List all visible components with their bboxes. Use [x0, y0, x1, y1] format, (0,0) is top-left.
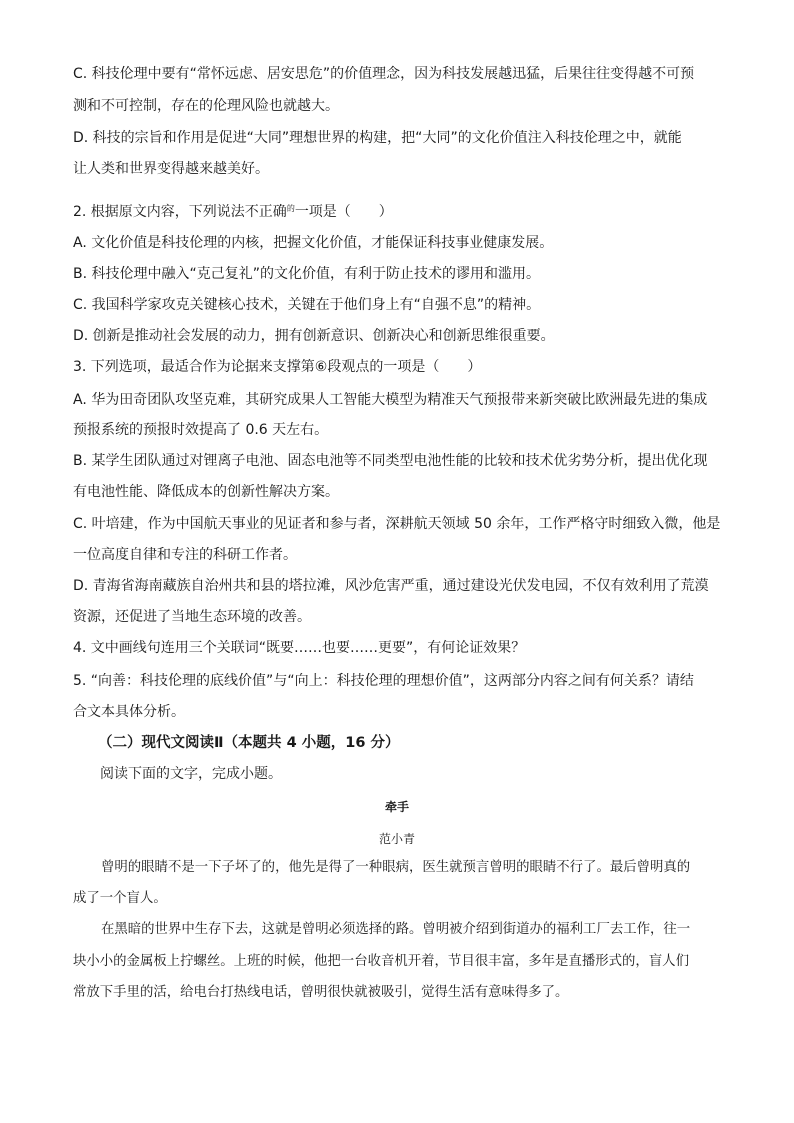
q3-option-b-line2: 有电池性能、降低成本的创新性解决方案。 [73, 484, 339, 500]
q2-stem-start: 2. 根据原文内容，下列说法不正确 [73, 204, 287, 220]
q2-option-a: A. 文化价值是科技伦理的内核，把握文化价值，才能保证科技事业健康发展。 [73, 235, 554, 251]
q3-option-d-line1: D. 青海省海南藏族自治州共和县的塔拉滩，风沙危害严重，通过建设光伏发电园，不仅有效利用了荒漠 [73, 578, 709, 594]
q3-option-a-line2: 预报系统的预报时效提高了 0.6 天左右。 [73, 422, 329, 438]
story-p2-line2: 块小小的金属板上拧螺丝。上班的时候，他把一台收音机开着，节目很丰富，多年是直播形式的，盲人们 [73, 954, 689, 969]
q2-stem-end: 一项是（ ） [294, 204, 393, 220]
story-p1-line1: 曾明的眼睛不是一下子坏了的，他先是得了一种眼病，医生就预言曾明的眼睛不行了。最后曾明真的 [101, 860, 691, 875]
q5-line1: 5. “向善：科技伦理的底线价值”与“向上：科技伦理的理想价值”，这两部分内容之间有何关系？请结 [73, 673, 694, 689]
q3-option-b-line1: B. 某学生团队通过对锂离子电池、固态电池等不同类型电池性能的比较和技术优劣势分析，提出优化现 [73, 453, 708, 469]
q3-option-a-line1: A. 华为田奇团队攻坚克难，其研究成果人工智能大模型为精准天气预报带来新突破比欧洲最先进的集成 [73, 392, 708, 408]
section-instruction: 阅读下面的文字，完成小题。 [100, 766, 282, 782]
q3-stem: 3. 下列选项，最适合作为论据来支撑第⑥段观点的一项是（ ） [73, 359, 482, 375]
q5-line2: 合文本具体分析。 [73, 704, 185, 720]
q2-stem [73, 199, 393, 222]
story-p2-line1: 在黑暗的世界中生存下去，这就是曾明必须选择的路。曾明被介绍到街道办的福利工厂去工作，往一 [101, 922, 691, 937]
section-heading: （二）现代文阅读Ⅱ（本题共 4 小题，16 分） [98, 735, 400, 751]
q3-option-c-line2: 一位高度自律和专注的科研工作者。 [73, 547, 297, 563]
q1-option-c-line2: 测和不可控制，存在的伦理风险也就越大。 [73, 98, 339, 114]
story-p2-line3: 常放下手里的活，给电台打热线电话，曾明很快就被吸引，觉得生活有意味得多了。 [73, 985, 569, 1000]
q2-option-d: D. 创新是推动社会发展的动力，拥有创新意识、创新决心和创新思维很重要。 [73, 328, 555, 344]
q3-option-d-line2: 资源，还促进了当地生态环境的改善。 [73, 609, 311, 625]
story-author: 范小青 [378, 832, 415, 846]
q2-stem-superscript: 的 [286, 204, 295, 213]
story-title: 牵手 [384, 800, 409, 814]
story-p1-line2: 成了一个盲人。 [73, 891, 167, 906]
q4-text: 4. 文中画线句连用三个关联词“既要……也要……更要”，有何论证效果？ [73, 640, 526, 656]
q3-option-c-line1: C. 叶培建，作为中国航天事业的见证者和参与者，深耕航天领域 50 余年，工作严格守时细致入微，他是 [73, 516, 721, 532]
q2-option-c: C. 我国科学家攻克关键核心技术，关键在于他们身上有“自强不息”的精神。 [73, 297, 541, 313]
q1-option-c-line1: C. 科技伦理中要有“常怀远虑、居安思危”的价值理念，因为科技发展越迅猛，后果往往变得越不可预 [73, 66, 695, 82]
q1-option-d-line1: D. 科技的宗旨和作用是促进“大同”理想世界的构建，把“大同”的文化价值注入科技伦理之中，就能 [73, 130, 682, 146]
q2-option-b: B. 科技伦理中融入“克己复礼”的文化价值，有利于防止技术的谬用和滥用。 [73, 266, 541, 282]
q1-option-d-line2: 让人类和世界变得越来越美好。 [73, 161, 269, 177]
